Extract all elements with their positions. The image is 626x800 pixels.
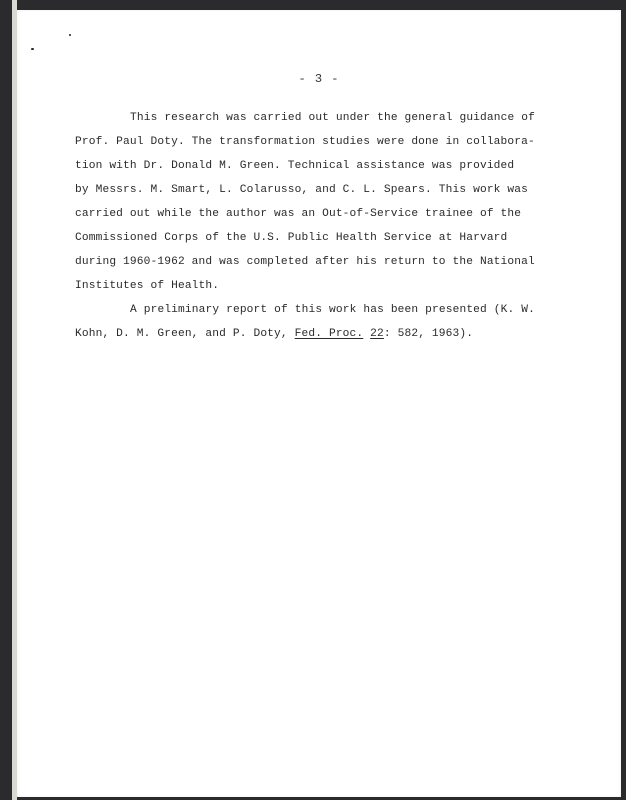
text-line: A preliminary report of this work has been presented (K. W.: [130, 304, 535, 316]
document-sheet: [17, 10, 621, 797]
text-line: carried out while the author was an Out-of-Service trainee of the: [75, 208, 522, 220]
ink-speck: [31, 48, 34, 50]
text-line: Institutes of Health.: [75, 280, 220, 292]
text-line: Prof. Paul Doty. The transformation studies were done in collabora-: [75, 136, 535, 148]
text-line: This research was carried out under the general guidance of: [130, 112, 535, 124]
text-line: tion with Dr. Donald M. Green. Technical assistance was provided: [75, 160, 515, 172]
citation-suffix: : 582, 1963).: [383, 328, 474, 340]
text-line: Commissioned Corps of the U.S. Public Health Service at Harvard: [75, 232, 508, 244]
document-body: [75, 106, 575, 346]
journal-volume: 22: [370, 328, 384, 340]
text-line: by Messrs. M. Smart, L. Colarusso, and C. L. Spears. This work was: [75, 184, 528, 196]
ink-speck: [69, 34, 71, 36]
citation-line: [75, 322, 575, 346]
page-number: - 3 -: [298, 72, 340, 86]
text-line: during 1960-1962 and was completed after his return to the National: [75, 256, 535, 268]
journal-name: Fed. Proc.: [294, 328, 364, 340]
citation-prefix: Kohn, D. M. Green, and P. Doty,: [75, 328, 295, 340]
